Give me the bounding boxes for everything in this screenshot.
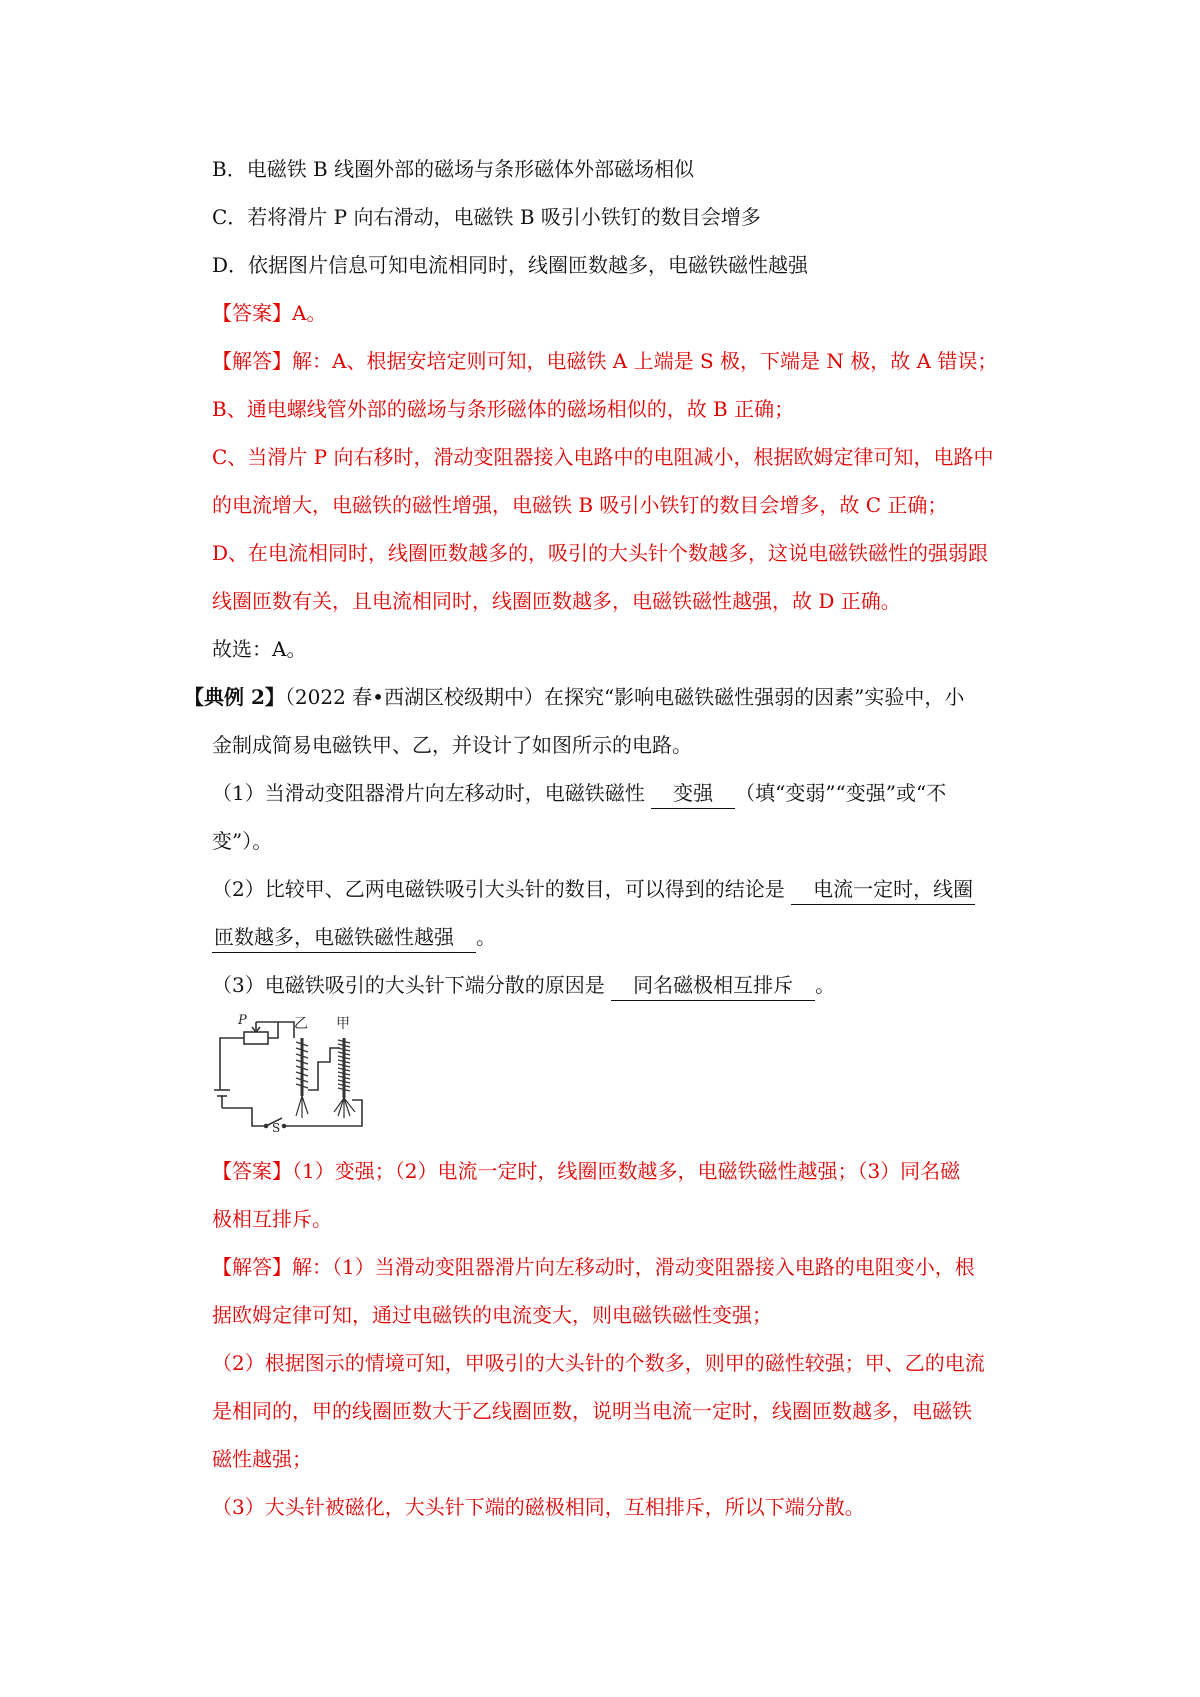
- analysis-q1-c2: 的电流增大，电磁铁的磁性增强，电磁铁 B 吸引小铁钉的数目会增多，故 C 正确；: [212, 493, 948, 517]
- analysis-q1-d2: 线圈匝数有关，且电流相同时，线圈匝数越多，电磁铁磁性越强，故 D 正确。: [212, 589, 901, 613]
- q2-part1-blank: 变强: [651, 778, 735, 809]
- analysis-title: 【解答】: [212, 349, 292, 373]
- q2-part1-suffix: （填“变弱”“变强”或“不: [735, 781, 947, 805]
- analysis-q2-line6: （3）大头针被磁化，大头针下端的磁极相同，互相排斥，所以下端分散。: [212, 1495, 865, 1519]
- analysis-text: 解：A、根据安培定则可知，电磁铁 A 上端是 S 极，下端是 N 极，故 A 错误；: [292, 349, 998, 373]
- analysis-q1-d1: D、在电流相同时，线圈匝数越多的，吸引的大头针个数越多，这说电磁铁磁性的强弱跟: [212, 541, 989, 565]
- example2-label: 【典例 2】: [184, 685, 285, 709]
- option-d: D．依据图片信息可知电流相同时，线圈匝数越多，电磁铁磁性越强: [212, 253, 809, 277]
- q2-part3-suffix: 。: [815, 973, 836, 997]
- q2-part2-suffix: 。: [476, 925, 496, 949]
- example2-stem-text: （2022 春•西湖区校级期中）在探究“影响电磁铁磁性强弱的因素”实验中，小: [284, 685, 965, 709]
- answer-q2-line1: 【答案】（1）变强；（2）电流一定时，线圈匝数越多，电磁铁磁性越强；（3）同名磁: [212, 1159, 961, 1183]
- circuit-diagram: [212, 1008, 402, 1132]
- option-b: B．电磁铁 B 线圈外部的磁场与条形磁体外部磁场相似: [212, 157, 695, 181]
- q2-part2-cont: [212, 922, 496, 953]
- answer-q2-line2: 极相互排斥。: [212, 1207, 332, 1231]
- label-jia: 甲: [336, 1016, 350, 1032]
- rheostat: [244, 1032, 268, 1044]
- analysis-q1-c1: C、当滑片 P 向右移时，滑动变阻器接入电路中的电阻减小，根据欧姆定律可知，电路中: [212, 445, 994, 469]
- analysis-q2-line2: 据欧姆定律可知，通过电磁铁的电流变大，则电磁铁磁性变强；: [212, 1303, 772, 1327]
- q2-part2-blank1: 电流一定时，线圈: [791, 874, 975, 905]
- q2-part3: [212, 970, 835, 1001]
- analysis-q1-line1: [212, 346, 997, 376]
- analysis-q1-b: B、通电螺线管外部的磁场与条形磁体的磁场相似的，故 B 正确；: [212, 397, 795, 421]
- label-yi: 乙: [294, 1016, 308, 1032]
- analysis-q2-line3: （2）根据图示的情境可知，甲吸引的大头针的个数多，则甲的磁性较强；甲、乙的电流: [212, 1351, 985, 1375]
- answer-q1: 【答案】A。: [212, 301, 327, 325]
- example2-stem-line2: 金制成简易电磁铁甲、乙，并设计了如图所示的电路。: [212, 733, 692, 757]
- label-s: S: [272, 1121, 281, 1132]
- choice-q1: 故选：A。: [212, 637, 307, 661]
- q2-part3-blank: 同名磁极相互排斥: [611, 970, 815, 1001]
- q2-part2: [212, 874, 975, 905]
- analysis-q2-line5: 磁性越强；: [212, 1447, 312, 1471]
- pins-jia: [334, 1098, 355, 1118]
- q2-part3-prefix: （3）电磁铁吸引的大头针下端分散的原因是: [212, 973, 612, 997]
- q2-part2-blank2: 匝数越多，电磁铁磁性越强: [212, 922, 476, 953]
- analysis-q2-line4: 是相同的，甲的线圈匝数大于乙线圈匝数，说明当电流一定时，线圈匝数越多，电磁铁: [212, 1399, 972, 1423]
- label-p: P: [238, 1013, 247, 1028]
- example2-stem-line1: [184, 682, 964, 712]
- q2-part1-prefix: （1）当滑动变阻器滑片向左移动时，电磁铁磁性: [212, 781, 652, 805]
- q2-part1-cont: 变”）。: [212, 829, 273, 853]
- circuit-figure: [212, 1008, 402, 1132]
- option-c: C．若将滑片 P 向右滑动，电磁铁 B 吸引小铁钉的数目会增多: [212, 205, 761, 229]
- q2-part2-prefix: （2）比较甲、乙两电磁铁吸引大头针的数目，可以得到的结论是: [212, 877, 792, 901]
- analysis-q2-line1: 【解答】解：（1）当滑动变阻器滑片向左移动时，滑动变阻器接入电路的电阻变小，根: [212, 1255, 975, 1279]
- q2-part1: [212, 778, 946, 809]
- pins-yi: [296, 1096, 308, 1118]
